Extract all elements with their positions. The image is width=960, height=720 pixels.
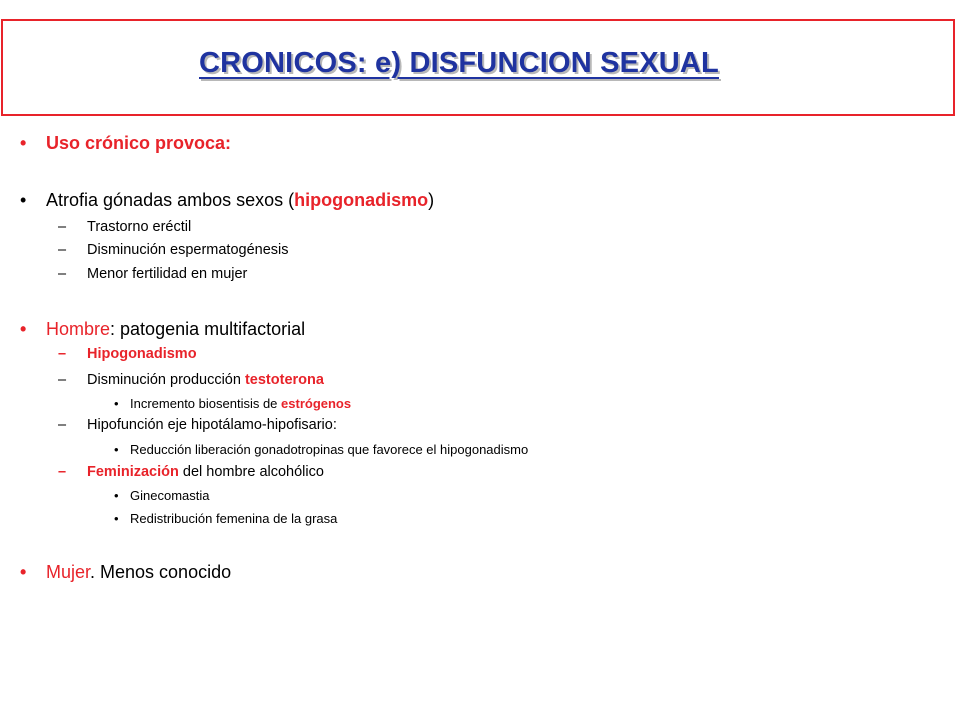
- estrogenos-text: estrógenos: [281, 396, 352, 411]
- incremento-a: Incremento biosentisis de: [130, 396, 282, 411]
- redistribucion-text: Redistribución femenina de la grasa: [130, 511, 338, 526]
- bullet-dot: •: [114, 396, 119, 411]
- atrofia-text-c: ): [428, 190, 435, 210]
- bullet-dot: •: [20, 319, 27, 339]
- trastorno-text: Trastorno eréctil: [87, 219, 192, 235]
- bullet-dash: –: [58, 346, 67, 362]
- disminucion-prod-text: [87, 372, 324, 388]
- hipofuncion-text: Hipofunción eje hipotálamo-hipofisario:: [87, 417, 337, 433]
- bullet-dash: –: [58, 417, 67, 433]
- hombre-label: Hombre: [46, 319, 111, 339]
- disminucion-esp-text: Disminución espermatogénesis: [87, 242, 289, 258]
- testoterona-text: testoterona: [244, 372, 324, 388]
- bullet-dash: –: [58, 372, 67, 388]
- uso-cronico-text: Uso crónico provoca:: [46, 133, 232, 153]
- bullet-dash: –: [58, 242, 67, 258]
- bullet-dot: •: [20, 133, 27, 153]
- bullet-dot: •: [114, 511, 119, 526]
- bullet-dot: •: [114, 442, 119, 457]
- bullet-dot: •: [20, 562, 27, 582]
- bullet-dot: •: [20, 190, 27, 210]
- menor-fertilidad-text: Menor fertilidad en mujer: [87, 266, 248, 282]
- mujer-label: Mujer: [46, 562, 91, 582]
- atrofia-text-a: Atrofia gónadas ambos sexos (: [46, 190, 295, 210]
- feminizacion-label: Feminización: [87, 464, 179, 480]
- atrofia-hipogonadismo: hipogonadismo: [294, 190, 429, 210]
- feminizacion-desc: del hombre alcohólico: [178, 464, 324, 480]
- feminizacion-text: [87, 464, 324, 480]
- hombre-desc: : patogenia multifactorial: [110, 319, 306, 339]
- incremento-text: [130, 396, 351, 411]
- reduccion-text: Reducción liberación gonadotropinas que favorece el hipogonadismo: [130, 442, 529, 457]
- bullet-dash: –: [58, 464, 67, 480]
- bullet-dash: –: [58, 219, 67, 235]
- ginecomastia-text: Ginecomastia: [130, 488, 210, 503]
- mujer-text: [46, 562, 231, 583]
- bullet-dash: –: [58, 266, 67, 282]
- bullet-dot: •: [114, 488, 119, 503]
- hombre-text: [46, 319, 305, 340]
- hipogonadismo-text: Hipogonadismo: [87, 346, 197, 362]
- title-box: [1, 19, 955, 116]
- atrofia-text: [46, 190, 434, 211]
- slide-title: CRONICOS: e) DISFUNCION SEXUAL: [199, 47, 719, 79]
- disminucion-prod-a: Disminución producción: [87, 372, 245, 388]
- mujer-desc: . Menos conocido: [90, 562, 232, 582]
